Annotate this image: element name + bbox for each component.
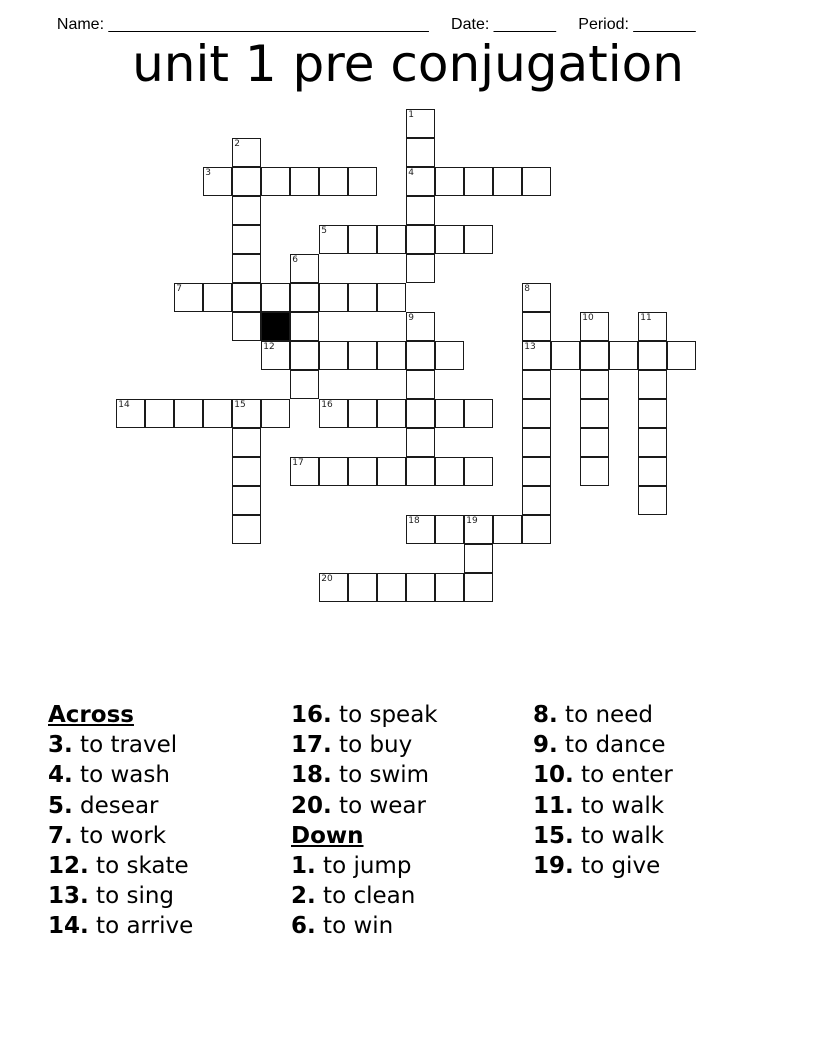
grid-cell[interactable] <box>464 457 493 486</box>
grid-cell[interactable] <box>319 399 348 428</box>
grid-cell[interactable] <box>348 399 377 428</box>
clue-across-3: 3. to travel <box>48 732 178 759</box>
clue-down-15: 15. to walk <box>533 822 665 849</box>
cell-number: 14 <box>118 400 130 411</box>
grid-cell[interactable] <box>290 254 319 283</box>
down-heading: Down <box>291 822 364 849</box>
clue-across-13: 13. to sing <box>48 883 175 910</box>
cell-number: 12 <box>263 342 275 353</box>
grid-cell[interactable] <box>116 399 145 428</box>
grid-cell[interactable] <box>406 428 435 457</box>
grid-cell[interactable] <box>319 341 348 370</box>
grid-cell[interactable] <box>406 341 435 370</box>
name-label: Name: <box>56 16 109 33</box>
grid-cell[interactable] <box>232 254 261 283</box>
grid-cell[interactable] <box>406 196 435 225</box>
grid-cell[interactable] <box>261 399 290 428</box>
grid-cell[interactable] <box>580 428 609 457</box>
grid-cell[interactable] <box>406 399 435 428</box>
grid-cell[interactable] <box>232 167 261 196</box>
grid-cell[interactable] <box>319 167 348 196</box>
clue-down-11: 11. to walk <box>533 792 665 819</box>
grid-cell[interactable] <box>464 515 493 544</box>
grid-cell[interactable] <box>522 428 551 457</box>
cell-number: 5 <box>321 226 327 237</box>
grid-cell[interactable] <box>290 283 319 312</box>
grid-cell[interactable] <box>522 399 551 428</box>
date-label: Date: <box>451 16 494 33</box>
grid-cell[interactable] <box>435 399 464 428</box>
grid-cell[interactable] <box>319 225 348 254</box>
grid-cell[interactable] <box>290 457 319 486</box>
cell-number: 2 <box>234 139 240 150</box>
grid-cell[interactable] <box>406 573 435 602</box>
clue-across-5: 5. desear <box>48 792 159 819</box>
clue-across-14: 14. to arrive <box>48 913 194 940</box>
grid-cell[interactable] <box>319 573 348 602</box>
clue-down-10: 10. to enter <box>533 762 673 789</box>
grid-cell[interactable] <box>261 341 290 370</box>
clue-down-9: 9. to dance <box>533 732 666 759</box>
grid-cell[interactable] <box>580 341 609 370</box>
grid-cell[interactable] <box>290 312 319 341</box>
cell-number: 13 <box>524 342 536 353</box>
grid-cell[interactable] <box>261 167 290 196</box>
grid-cell[interactable] <box>638 486 667 515</box>
grid-cell[interactable] <box>580 312 609 341</box>
grid-cell[interactable] <box>435 515 464 544</box>
cell-number: 16 <box>321 400 333 411</box>
clue-across-12: 12. to skate <box>48 853 189 880</box>
grid-cell[interactable] <box>377 573 406 602</box>
grid-cell[interactable] <box>464 399 493 428</box>
cell-number: 18 <box>408 516 420 527</box>
grid-cell[interactable] <box>406 515 435 544</box>
grid-cell[interactable] <box>232 515 261 544</box>
clue-down-6: 6. to win <box>291 913 394 940</box>
grid-cell[interactable] <box>638 370 667 399</box>
period-field[interactable]: _______ <box>633 16 696 33</box>
grid-cell[interactable] <box>232 138 261 167</box>
grid-cell[interactable] <box>406 138 435 167</box>
grid-cell[interactable] <box>522 457 551 486</box>
date-field[interactable]: _______ <box>493 16 557 33</box>
grid-cell[interactable] <box>638 399 667 428</box>
grid-cell[interactable] <box>348 167 377 196</box>
grid-cell[interactable] <box>377 225 406 254</box>
grid-cell[interactable] <box>580 370 609 399</box>
grid-cell[interactable] <box>348 341 377 370</box>
clue-across-18: 18. to swim <box>291 762 430 789</box>
grid-cell[interactable] <box>232 196 261 225</box>
clue-across-16: 16. to speak <box>291 702 438 728</box>
grid-cell[interactable] <box>522 341 551 370</box>
grid-cell[interactable] <box>406 167 435 196</box>
grid-cell[interactable] <box>522 370 551 399</box>
grid-cell[interactable] <box>406 370 435 399</box>
page-title: unit 1 pre conjugation <box>132 35 684 93</box>
grid-cell[interactable] <box>377 341 406 370</box>
cell-number: 8 <box>524 284 530 295</box>
cell-number: 1 <box>408 110 414 121</box>
grid-cell[interactable] <box>232 225 261 254</box>
cell-number: 4 <box>408 168 414 179</box>
clue-down-2: 2. to clean <box>291 883 416 910</box>
grid-cell[interactable] <box>638 341 667 370</box>
grid-cell[interactable] <box>290 167 319 196</box>
clue-down-19: 19. to give <box>533 853 661 880</box>
grid-cell[interactable] <box>232 283 261 312</box>
grid-cell[interactable] <box>348 573 377 602</box>
name-field[interactable]: ____________________________________ <box>108 16 429 33</box>
grid-cell[interactable] <box>232 428 261 457</box>
clues-column-2 <box>291 700 438 942</box>
clue-across-7: 7. to work <box>48 822 167 849</box>
grid-cell[interactable] <box>551 341 580 370</box>
grid-cell[interactable] <box>638 312 667 341</box>
clue-across-17: 17. to buy <box>291 732 413 759</box>
grid-cell[interactable] <box>638 428 667 457</box>
grid-cell[interactable] <box>493 515 522 544</box>
grid-cell[interactable] <box>319 457 348 486</box>
grid-cell[interactable] <box>261 283 290 312</box>
grid-cell[interactable] <box>348 225 377 254</box>
grid-cell[interactable] <box>174 399 203 428</box>
grid-cell[interactable] <box>667 341 696 370</box>
grid-cell[interactable] <box>435 457 464 486</box>
grid-cell[interactable] <box>290 370 319 399</box>
grid-cell[interactable] <box>522 312 551 341</box>
clue-across-4: 4. to wash <box>48 762 170 789</box>
grid-cell[interactable] <box>377 399 406 428</box>
clues-column-3 <box>533 700 673 881</box>
grid-cell[interactable] <box>348 457 377 486</box>
clue-down-1: 1. to jump <box>291 853 412 880</box>
grid-cell[interactable] <box>464 573 493 602</box>
grid-cell[interactable] <box>406 254 435 283</box>
cell-number: 9 <box>408 313 414 324</box>
grid-cell[interactable] <box>406 312 435 341</box>
across-heading: Across <box>48 702 134 728</box>
grid-cell[interactable] <box>522 515 551 544</box>
grid-cell[interactable] <box>522 283 551 312</box>
cell-number: 17 <box>292 458 304 469</box>
grid-cell[interactable] <box>609 341 638 370</box>
grid-cell[interactable] <box>348 283 377 312</box>
grid-cell[interactable] <box>203 283 232 312</box>
grid-cell[interactable] <box>580 399 609 428</box>
grid-cell[interactable] <box>435 225 464 254</box>
grid-cell[interactable] <box>522 167 551 196</box>
grid-cell[interactable] <box>406 109 435 138</box>
grid-cell[interactable] <box>377 283 406 312</box>
clue-across-20: 20. to wear <box>291 792 426 819</box>
grid-cell[interactable] <box>580 457 609 486</box>
grid-cell[interactable] <box>464 225 493 254</box>
cell-number: 11 <box>640 313 652 324</box>
grid-cell[interactable] <box>290 341 319 370</box>
grid-cell[interactable] <box>435 167 464 196</box>
grid-cell[interactable] <box>203 167 232 196</box>
period-label: Period: <box>578 16 634 33</box>
grid-cell[interactable] <box>145 399 174 428</box>
cell-number: 15 <box>234 400 246 411</box>
cell-number: 10 <box>582 313 594 324</box>
grid-cell[interactable] <box>464 544 493 573</box>
cell-number: 19 <box>466 516 478 527</box>
grid-cell[interactable] <box>174 283 203 312</box>
grid-cell[interactable] <box>435 341 464 370</box>
grid-cell[interactable] <box>435 573 464 602</box>
cell-number: 7 <box>176 284 182 295</box>
clue-down-8: 8. to need <box>533 702 653 728</box>
grid-cell[interactable] <box>377 457 406 486</box>
cell-number: 20 <box>321 574 333 585</box>
grid-cell[interactable] <box>522 486 551 515</box>
cell-number: 3 <box>205 168 211 179</box>
grid-cell[interactable] <box>203 399 232 428</box>
grid-cell[interactable] <box>232 312 261 341</box>
grid-cell[interactable] <box>493 167 522 196</box>
black-cell <box>261 312 290 341</box>
grid-cell[interactable] <box>232 457 261 486</box>
clues-column-1 <box>48 700 193 942</box>
grid-cell[interactable] <box>232 399 261 428</box>
grid-cell[interactable] <box>638 457 667 486</box>
grid-cell[interactable] <box>232 486 261 515</box>
cell-number: 6 <box>292 255 298 266</box>
grid-cell[interactable] <box>464 167 493 196</box>
grid-cell[interactable] <box>406 225 435 254</box>
grid-cell[interactable] <box>319 283 348 312</box>
grid-cell[interactable] <box>406 457 435 486</box>
